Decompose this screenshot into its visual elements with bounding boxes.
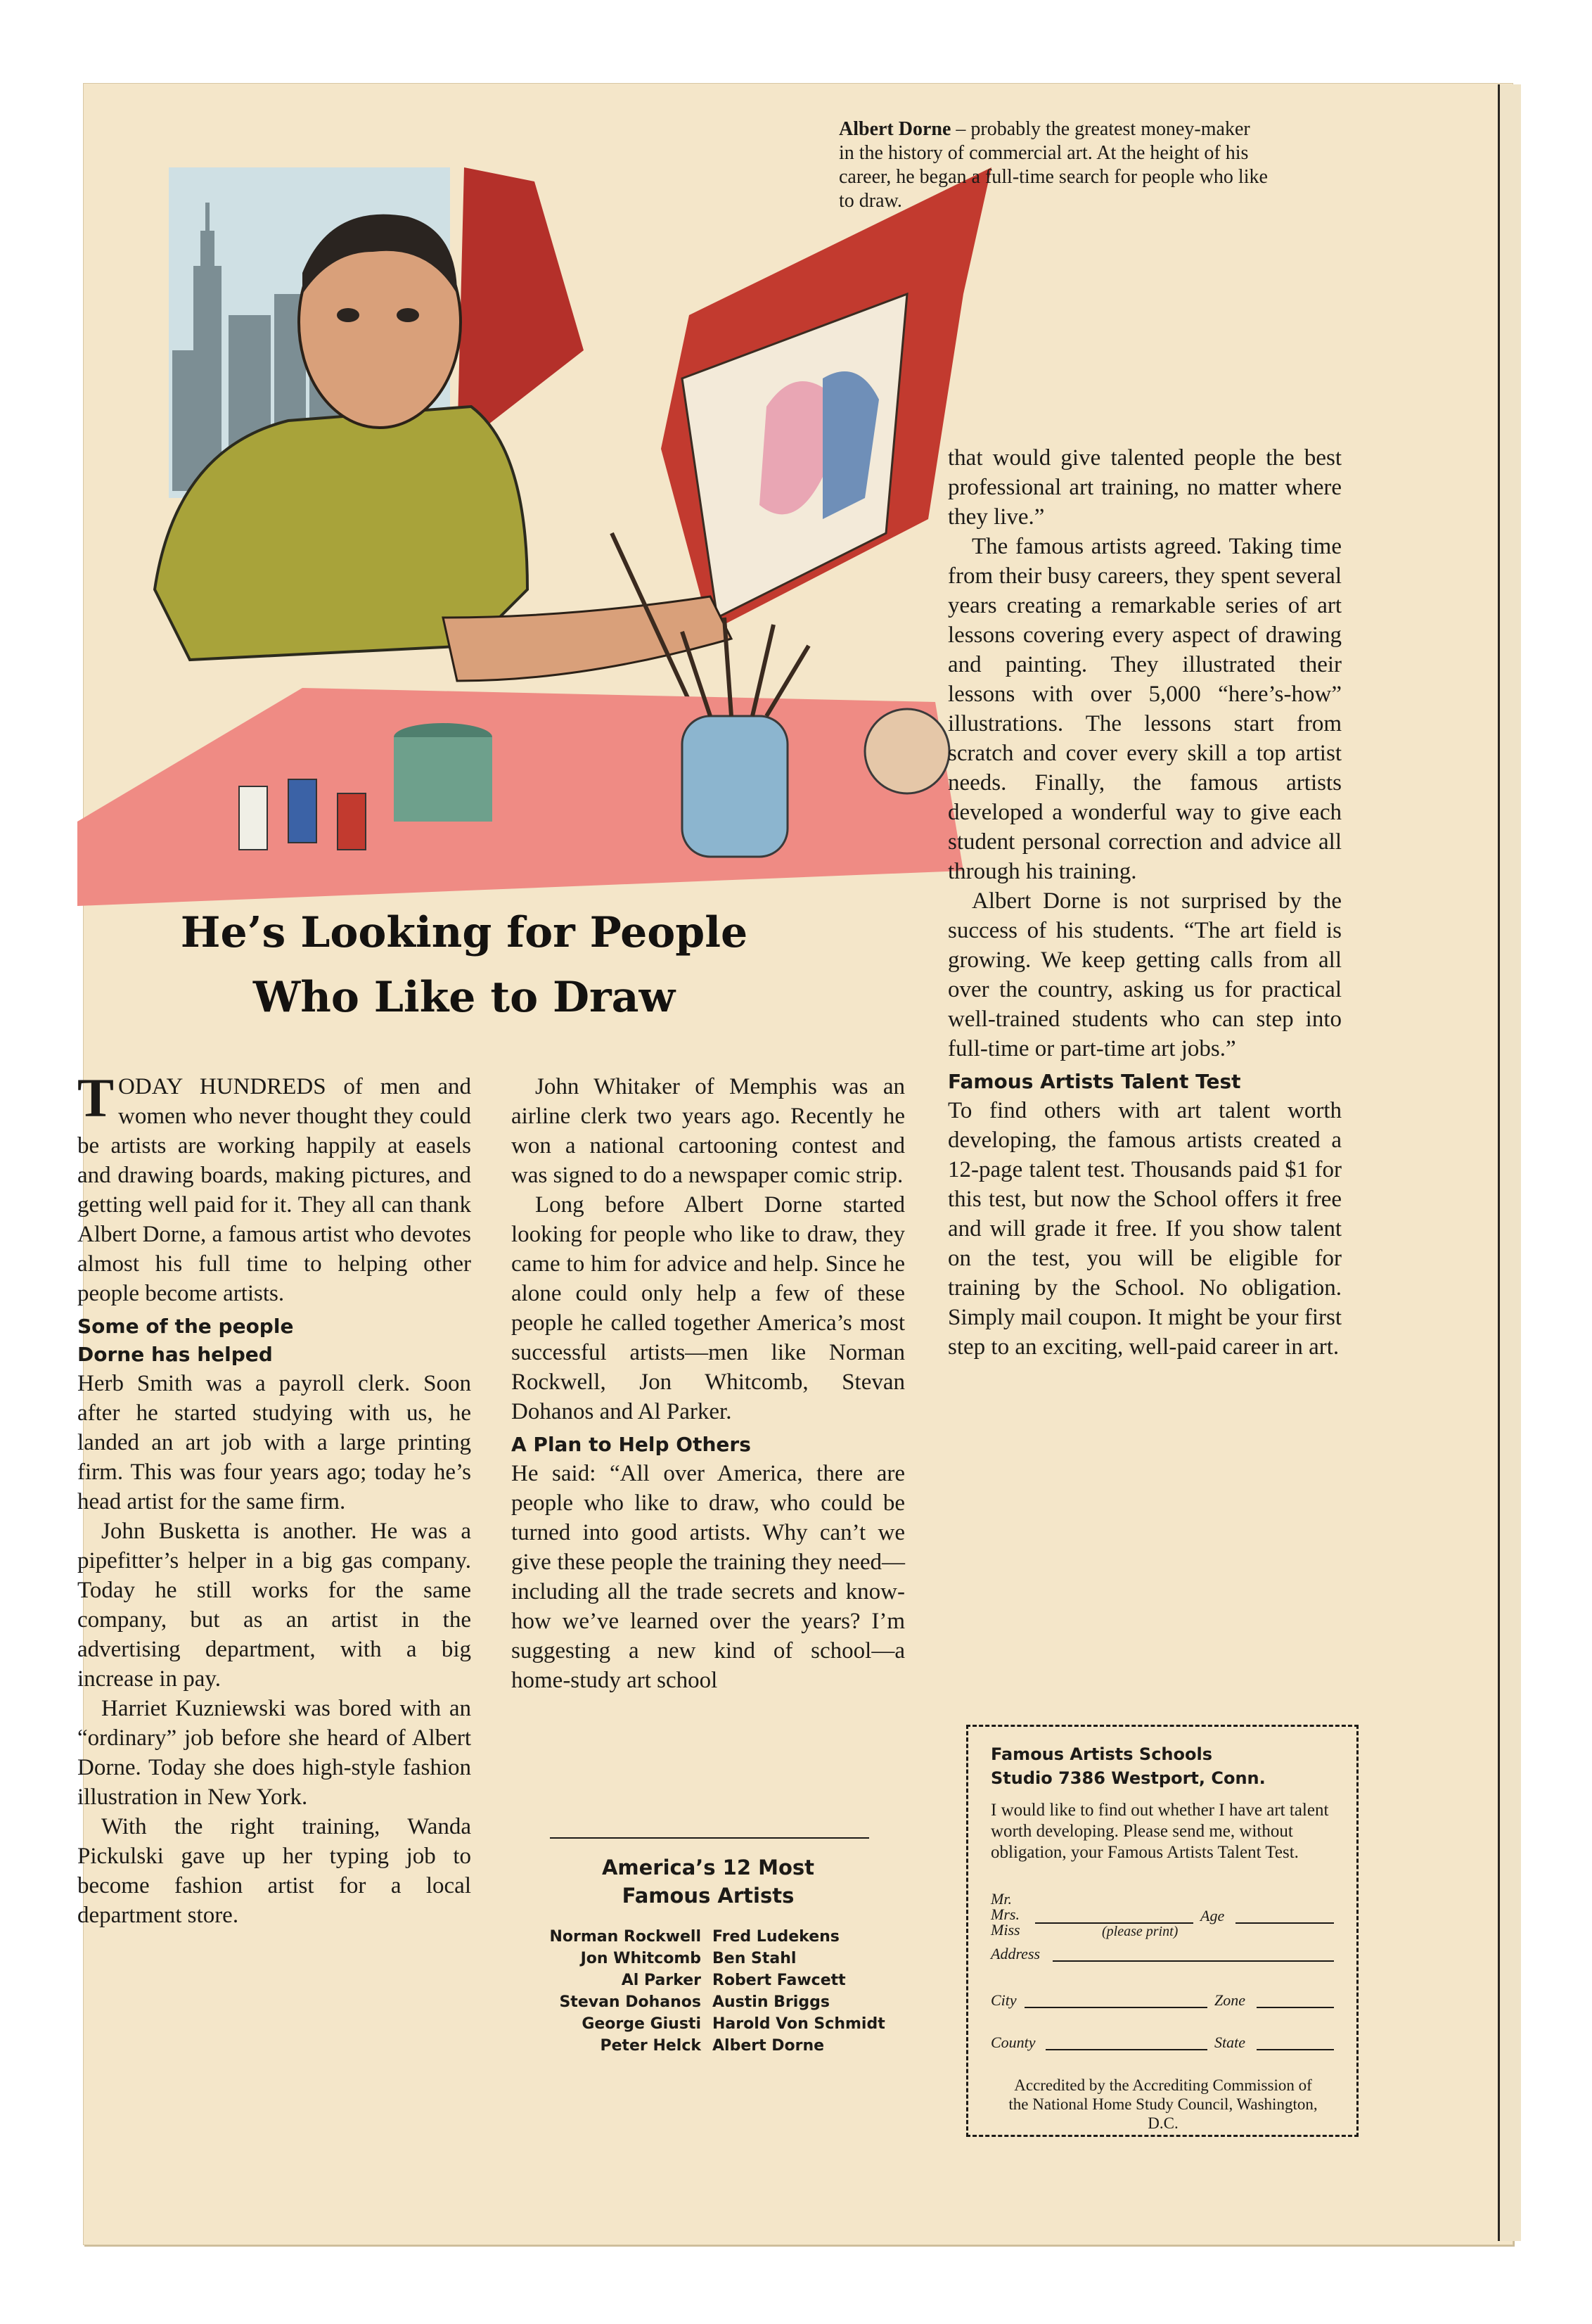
label-zone: Zone: [1214, 1991, 1245, 2009]
subhead-line-2: Dorne has helped: [77, 1343, 273, 1366]
headline: [77, 900, 851, 1030]
lead-in: ODAY HUNDREDS: [118, 1074, 326, 1099]
label-state: State: [1214, 2034, 1245, 2051]
artist-name: Norman Rockwell: [549, 1928, 701, 1946]
coupon-header: [991, 1742, 1266, 1790]
artist-name: Robert Fawcett: [712, 1972, 846, 1989]
label-mr: Mr.: [991, 1890, 1012, 1908]
label-mrs: Mrs.: [991, 1905, 1020, 1923]
label-please-print: (please print): [1102, 1924, 1179, 1939]
col1-paragraph-2: Herb Smith was a payroll clerk. Soon after he started studying with us, he landed an art job with a large printing firm. This was four years ago; today he’s head artist for the same firm.: [77, 1371, 471, 1514]
paint-jar: [394, 737, 492, 822]
subhead-plan-to-help: A Plan to Help Others: [511, 1433, 751, 1456]
col1-paragraph-1: [77, 1067, 471, 1308]
headline-line-1: He’s Looking for People: [180, 908, 748, 957]
accreditation-note: Accredited by the Accrediting Commission of the National Home Study Council, Washington, D.C.: [1008, 2076, 1318, 2132]
col3-paragraph-3: Albert Dorne is not surprised by the success of his students. “The art field is growing. We keep getting calls from all over the country, asking us for practical well-trained students who can step into full-time or part-time art jobs.”: [948, 888, 1342, 1061]
artist-name: Peter Helck: [600, 2037, 701, 2055]
famous-artists-title: [511, 1853, 905, 1910]
col2-paragraph-3: He said: “All over America, there are people who like to draw, who could be turned into good artists. Why can’t we give these people the training they need—including all the trade secrets and know-how we’ve learned over the years? I’m suggesting a new kind of school—a home-study art school: [511, 1461, 905, 1693]
caption-name: Albert Dorne: [839, 118, 951, 140]
artist-name: Albert Dorne: [712, 2037, 825, 2055]
coupon-text: I would like to find out whether I have art talent worth developing. Please send me, without obligation, your Famous Artists Talent Test.: [991, 1801, 1329, 1862]
famous-artists-list: [511, 1926, 905, 2057]
coupon-address: Studio 7386 Westport, Conn.: [991, 1768, 1266, 1788]
col1-p1-text: of men and women who never thought they could be artists are working happily at easels and drawing boards, making pictures, and getting well paid for it. They all can thank Albert Dorne, a famous artist who devotes almost his full time to helping other people become artists.: [77, 1074, 471, 1306]
zone-field[interactable]: [1257, 2007, 1334, 2008]
label-county: County: [991, 2034, 1036, 2051]
artist-name: George Giusti: [582, 2015, 701, 2033]
col3-paragraph-4: To find others with art talent worth developing, the famous artists created a 12-page talent test. Thousands paid $1 for this test, but now the School offers it free and will grade it free. If you show talent on the test, you will be eligible for training by the School. No obligation. Simply mail coupon. It might be your first step to an exciting, well-paid career in art.: [948, 1098, 1342, 1360]
label-miss: Miss: [991, 1921, 1020, 1939]
artist-name: Harold Von Schmidt: [712, 2015, 885, 2033]
drop-cap: T: [77, 1067, 115, 1128]
article-column-3: [948, 443, 1342, 1362]
famous-title-line-1: America’s 12 Most: [601, 1856, 815, 1879]
mail-coupon[interactable]: [966, 1725, 1359, 2137]
artist-name: Ben Stahl: [712, 1950, 797, 1967]
headline-line-2: Who Like to Draw: [252, 973, 676, 1022]
col1-paragraph-3: John Busketta is another. He was a pipefitter’s helper in a big gas company. Today he still works for the same company, but as an artist in the advertising department, with a big increase in pay.: [77, 1519, 471, 1692]
famous-title-line-2: Famous Artists: [622, 1884, 795, 1908]
col3-paragraph-1: that would give talented people the best professional art training, no matter where they live.”: [948, 445, 1342, 530]
subhead-line-1: Some of the people: [77, 1315, 294, 1338]
article-column-1: [77, 1067, 471, 1930]
subhead-some-of-the-people: [77, 1313, 471, 1369]
col3-paragraph-2: The famous artists agreed. Taking time from their busy careers, they spent several years creating a remarkable series of art lessons covering every aspect of drawing and painting. They illustrated their lessons with over 5,000 “here’s-how” illustrations. The lessons start from scratch and cover every skill a top artist needs. Finally, the famous artists developed a wonderful way to give each student personal correction and advice all through his training.: [948, 534, 1342, 884]
table-surface: [77, 688, 963, 906]
brush-vase: [682, 716, 788, 857]
artist-name: Al Parker: [621, 1972, 701, 1989]
illustration-caption: [839, 117, 1268, 213]
coupon-school: Famous Artists Schools: [991, 1744, 1212, 1764]
artist-name: Austin Briggs: [712, 1993, 830, 2011]
col1-paragraph-5: With the right training, Wanda Pickulski gave up her typing job to become fashion artist for a local department store.: [77, 1814, 471, 1928]
divider-rule: [550, 1837, 869, 1839]
artist-name: Stevan Dohanos: [559, 1993, 701, 2011]
col1-paragraph-4: Harriet Kuzniewski was bored with an “ordinary” job before she heard of Albert Dorne. Today she does high-style fashion illustration in New York.: [77, 1696, 471, 1810]
county-field[interactable]: [1046, 2049, 1207, 2050]
page-spine-edge: [1498, 84, 1521, 2241]
article-column-2: [511, 1072, 905, 1695]
artist-name: Jon Whitcomb: [580, 1950, 701, 1967]
label-address: Address: [991, 1945, 1041, 1962]
artist-name: Fred Ludekens: [712, 1928, 840, 1946]
col2-paragraph-1: John Whitaker of Memphis was an airline clerk two years ago. Recently he won a national cartooning contest and was signed to do a newspaper comic strip.: [511, 1074, 905, 1188]
city-field[interactable]: [1025, 2007, 1207, 2008]
col2-paragraph-2: Long before Albert Dorne started looking for people who like to draw, they came to him for advice and help. Since he alone could only help a few of these people he called together America’s most successful artists—men like Norman Rockwell, Jon Whitcomb, Stevan Dohanos and Al Parker.: [511, 1192, 905, 1424]
glass-bowl: [865, 709, 949, 793]
state-field[interactable]: [1257, 2049, 1334, 2050]
label-age: Age: [1200, 1907, 1225, 1924]
label-city: City: [991, 1991, 1017, 2009]
subhead-talent-test: Famous Artists Talent Test: [948, 1070, 1241, 1093]
caption-text: – probably the greatest money-maker in the history of commercial art. At the height of his career, he began a full-time search for people who like to draw.: [839, 118, 1268, 212]
red-panel: [457, 167, 584, 449]
age-field[interactable]: [1235, 1922, 1334, 1924]
address-field[interactable]: [1053, 1960, 1334, 1962]
